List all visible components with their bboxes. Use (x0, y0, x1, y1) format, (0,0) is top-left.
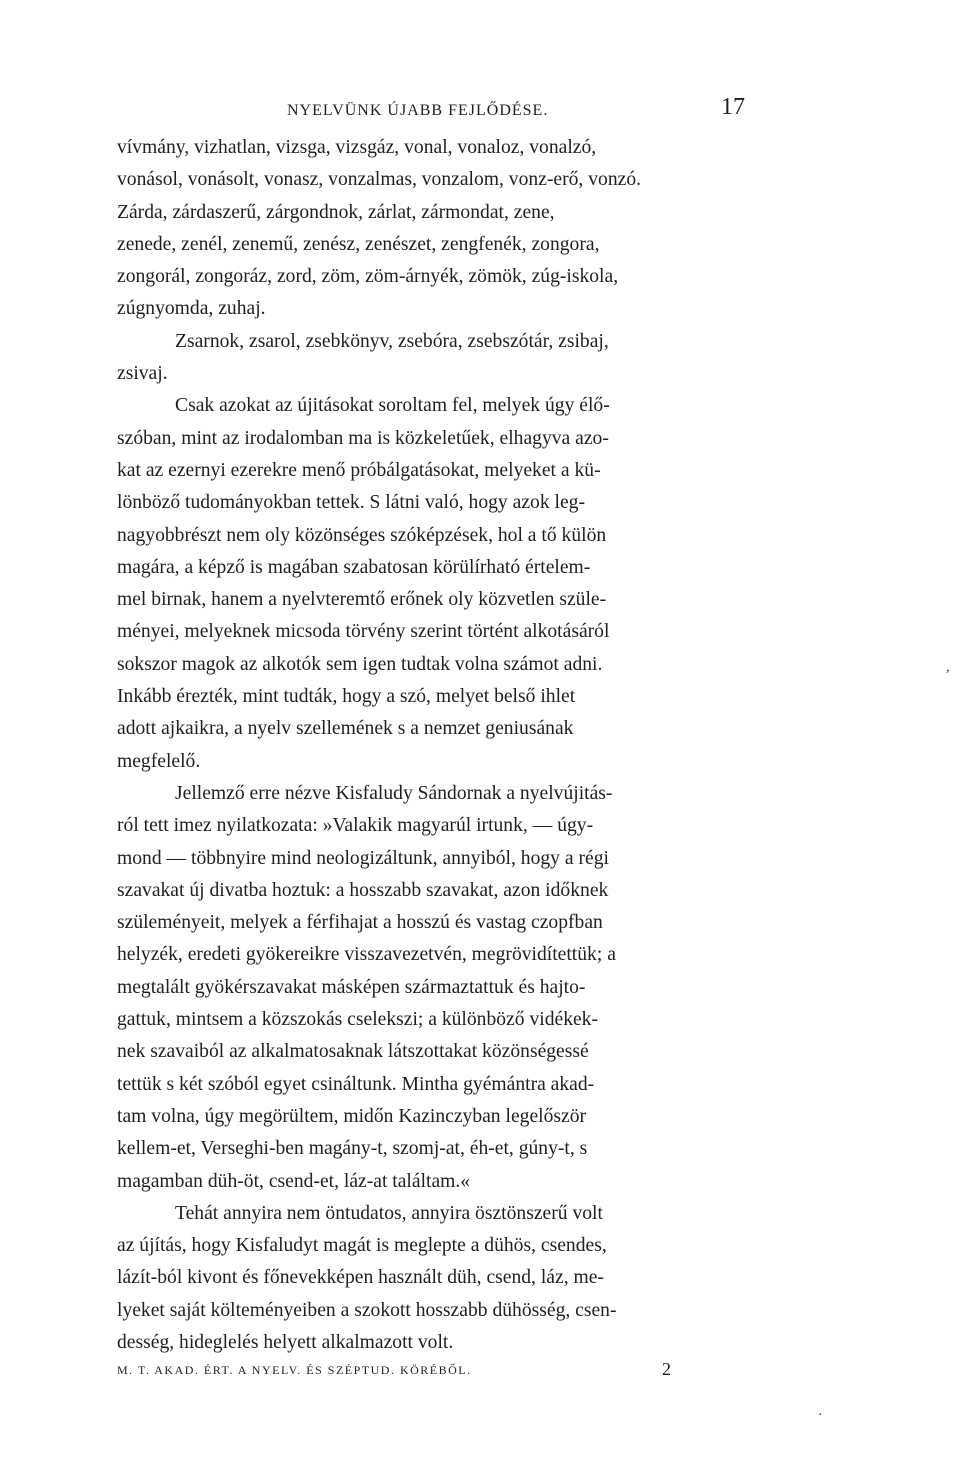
text-line: desség, hideglelés helyett alkalmazott volt. (117, 1331, 454, 1353)
text-line: Csak azokat az újitásokat soroltam fel, melyek úgy élő- (175, 395, 610, 417)
paragraph (117, 326, 735, 391)
text-line: szavakat új divatba hoztuk: a hosszabb szavakat, azon időknek (117, 879, 609, 901)
text-line: lönböző tudományokban tettek. S látni való, hogy azok leg- (117, 492, 585, 514)
text-line: Zárda, zárdaszerű, zárgondnok, zárlat, zármondat, zene, (117, 201, 555, 223)
text-line: ról tett imez nyilatkozata: »Valakik magyarúl irtunk, — úgy- (117, 815, 594, 837)
text-line: Tehát annyira nem öntudatos, annyira ösztönszerű volt (175, 1202, 603, 1224)
text-line: nek szavaiból az alkalmatosaknak látszottakat közönségessé (117, 1041, 589, 1063)
text-line: ményei, melyeknek micsoda törvény szerint történt alkotásáról (117, 621, 610, 643)
stray-mark: , (946, 660, 950, 675)
text-line: megtalált gyökérszavakat másképen származtattuk és hajto- (117, 976, 586, 998)
text-line: tettük s két szóból egyet csináltunk. Mintha gyémántra akad- (117, 1073, 595, 1095)
text-line: tam volna, úgy megörültem, midőn Kazinczyban legelőször (117, 1105, 587, 1127)
text-line: zsivaj. (117, 363, 168, 385)
paragraph (117, 132, 735, 326)
text-line: az újítás, hogy Kisfaludyt magát is meglepte a dühös, csendes, (117, 1235, 607, 1257)
text-line: zongorál, zongoráz, zord, zöm, zöm-árnyék, zömök, zúg-iskola, (117, 266, 619, 288)
text-line: gattuk, mintsem a közszokás cselekszi; a különböző vidékek- (117, 1009, 599, 1031)
text-line: szüleményeit, melyek a férfihajat a hosszú és vastag czopfban (117, 912, 603, 934)
text-line: Zsarnok, zsarol, zsebkönyv, zsebóra, zsebszótár, zsibaj, (175, 330, 609, 352)
paragraph (117, 778, 735, 1198)
text-line: szóban, mint az irodalomban ma is közkeletűek, elhagyva azo- (117, 427, 609, 449)
text-line: kat az ezernyi ezerekre menő próbálgatásokat, melyeket a kü- (117, 459, 601, 481)
text-line: mel birnak, hanem a nyelvteremtő erőnek oly közvetlen szüle- (117, 589, 607, 611)
text-line: vonásol, vonásolt, vonasz, vonzalmas, vonzalom, vonz-erő, vonzó. (117, 169, 642, 191)
text-line: zenede, zenél, zenemű, zenész, zenészet, zengfenék, zongora, (117, 233, 600, 255)
text-line: megfelelő. (117, 750, 201, 772)
body-text (117, 132, 735, 1359)
page-footer (117, 1359, 735, 1393)
running-head (117, 92, 745, 132)
text-line: lázít-ból kivont és főnevekképen használt düh, csend, láz, me- (117, 1267, 604, 1289)
running-title: NYELVÜNK ÚJABB FEJLŐDÉSE. (287, 102, 549, 119)
paragraph (117, 1198, 735, 1359)
page-number: 17 (721, 94, 745, 120)
stray-mark: · (818, 1408, 823, 1423)
text-line: Jellemző erre nézve Kisfaludy Sándornak a nyelvújitás- (175, 782, 613, 804)
text-line: magamban düh-öt, csend-et, láz-at találtam.« (117, 1170, 471, 1192)
text-line: adott ajkaikra, a nyelv szellemének s a nemzet geniusának (117, 718, 574, 740)
text-line: helyzék, eredeti gyökereikre visszavezetvén, megrövidítettük; a (117, 944, 616, 966)
text-line: zúgnyomda, zuhaj. (117, 298, 266, 320)
text-line: vívmány, vizhatlan, vizsga, vizsgáz, vonal, vonaloz, vonalzó, (117, 137, 597, 158)
signature-mark: 2 (662, 1359, 671, 1380)
text-line: magára, a képző is magában szabatosan körülírható értelem- (117, 556, 591, 578)
text-line: lyeket saját költeményeiben a szokott hosszabb dühösség, csen- (117, 1299, 617, 1321)
footer-imprint: M. T. AKAD. ÉRT. A NYELV. ÉS SZÉPTUD. KÖRÉBŐL. (117, 1363, 472, 1378)
text-line: Inkább érezték, mint tudták, hogy a szó, melyet belső ihlet (117, 686, 576, 708)
book-page (117, 92, 745, 1393)
text-line: sokszor magok az alkotók sem igen tudtak volna számot adni. (117, 653, 603, 675)
text-line: kellem-et, Verseghi-ben magány-t, szomj-at, éh-et, gúny-t, s (117, 1138, 588, 1160)
text-line: nagyobbrészt nem oly közönséges szóképzések, hol a tő külön (117, 524, 607, 546)
paragraph (117, 390, 735, 778)
text-line: mond — többnyire mind neologizáltunk, annyiból, hogy a régi (117, 847, 609, 869)
